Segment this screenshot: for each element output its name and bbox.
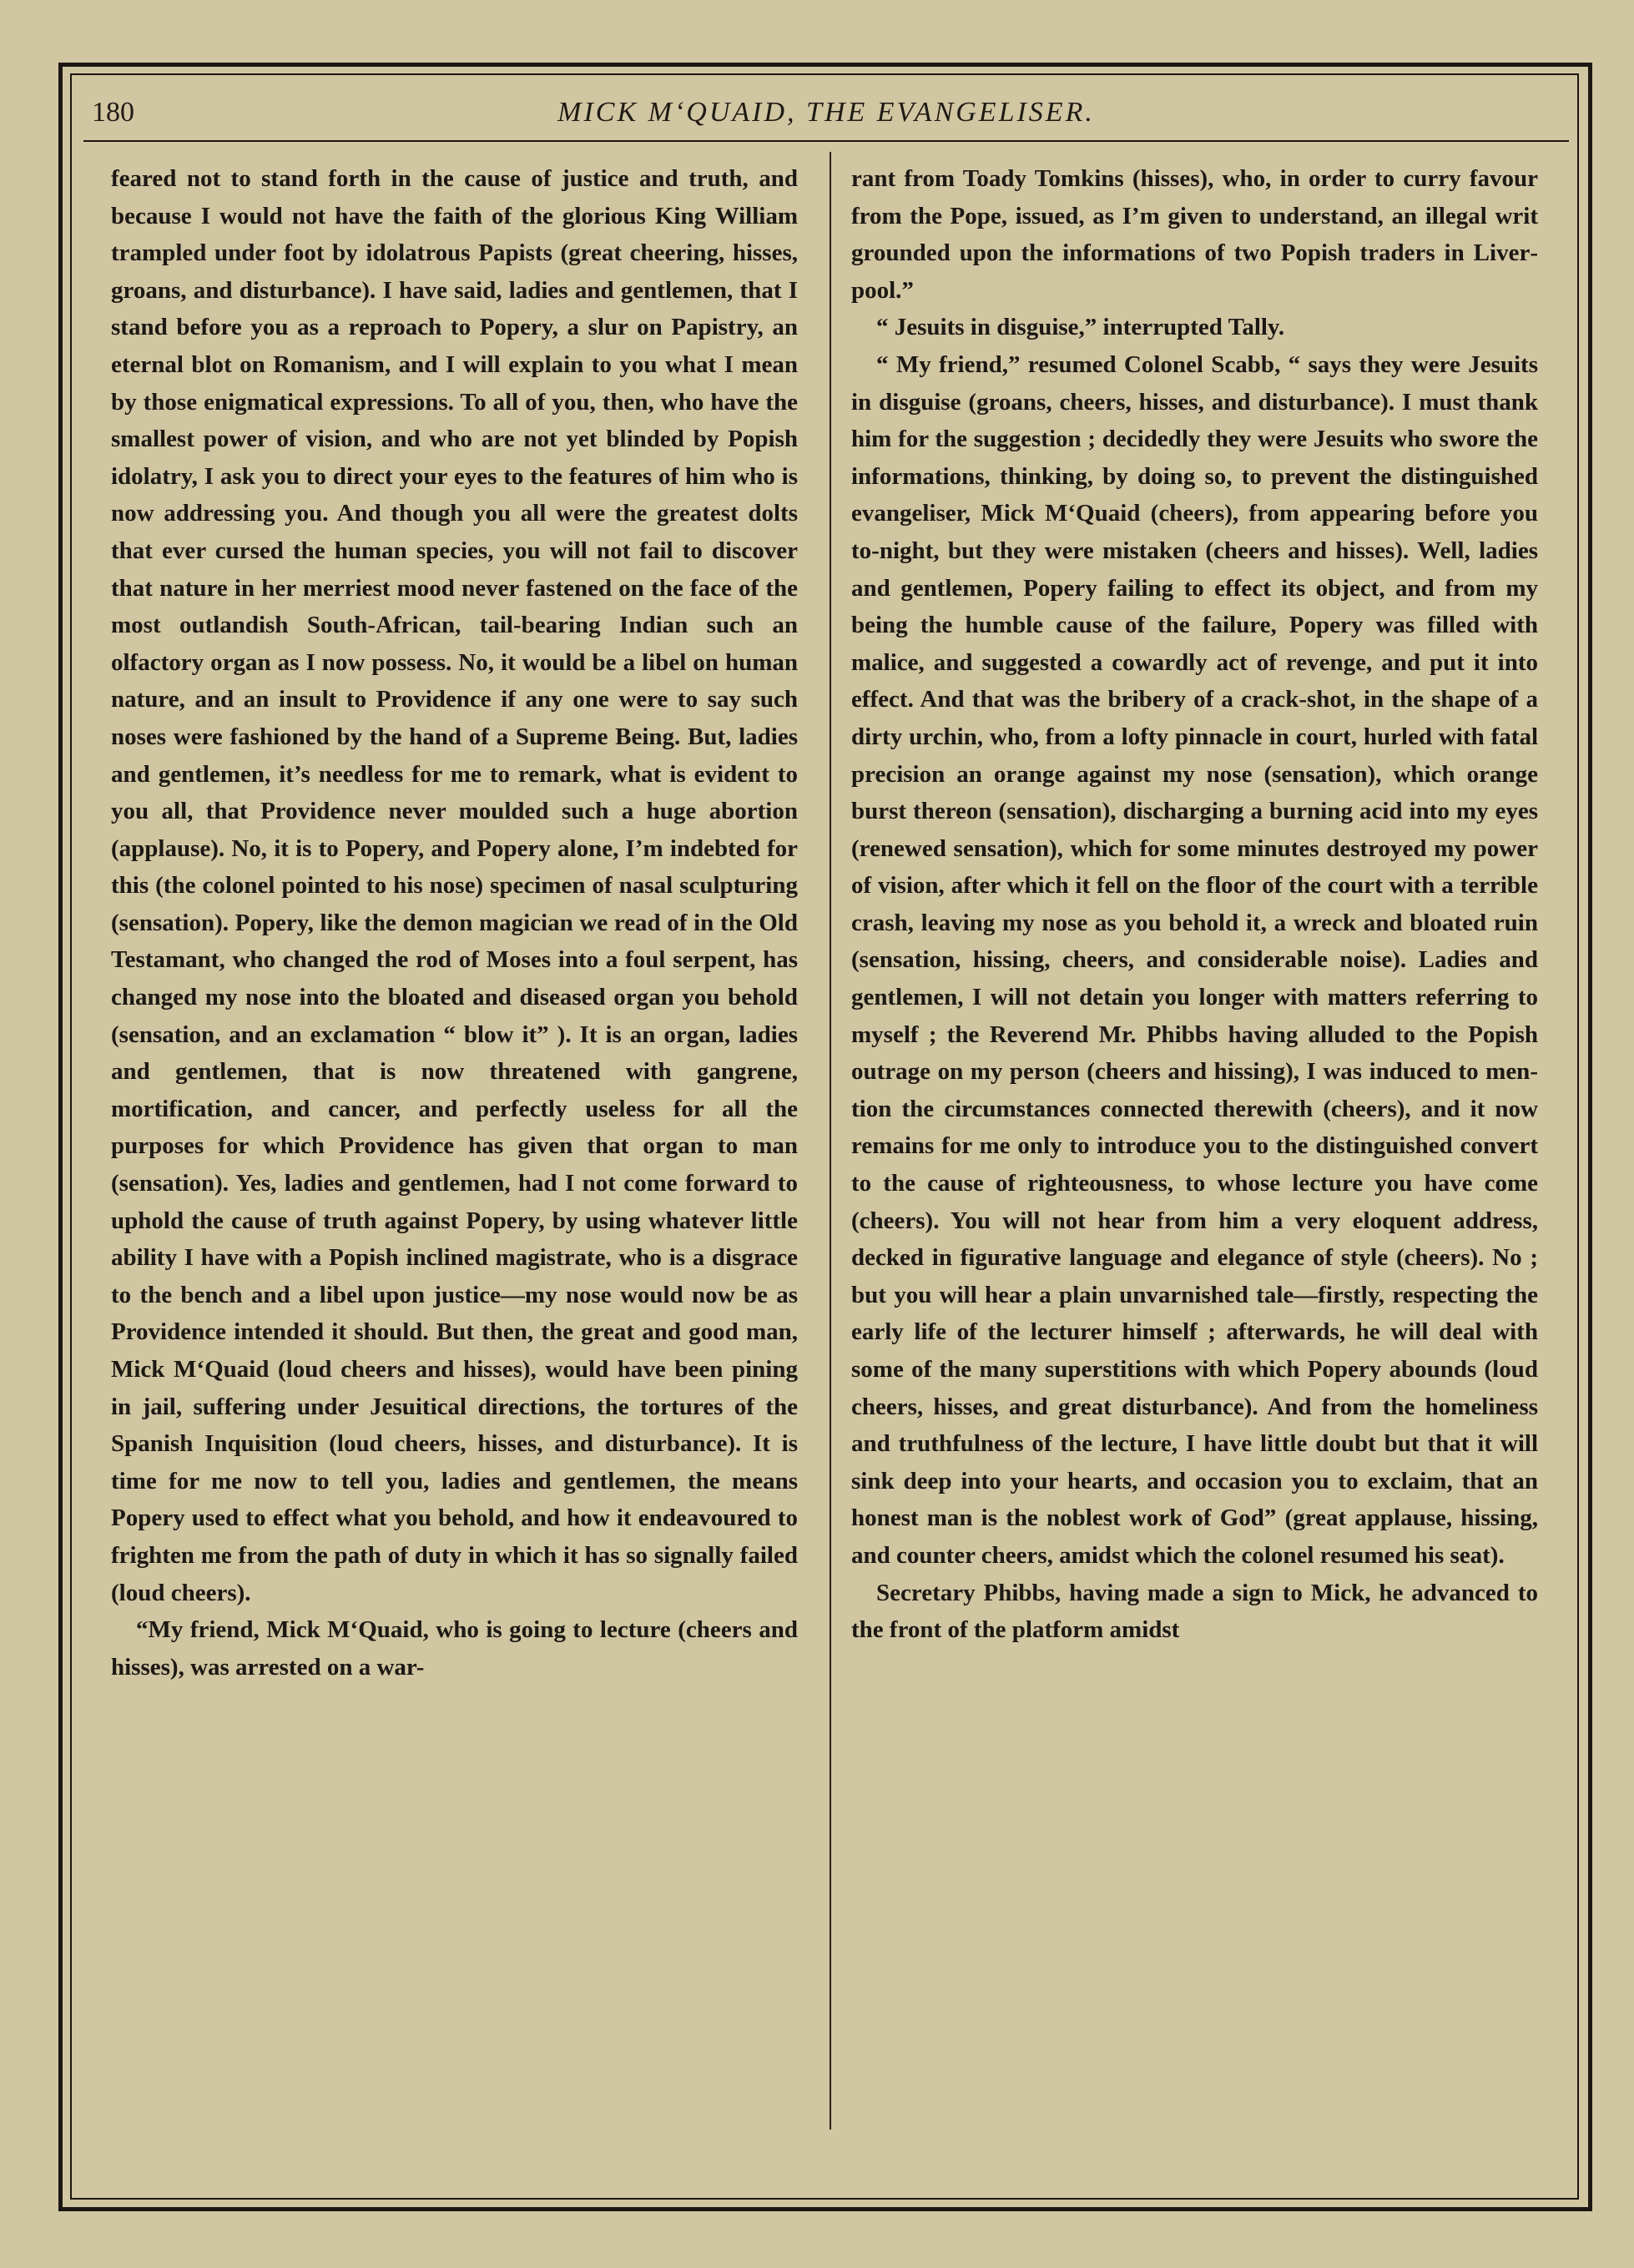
left-paragraph-1: feared not to stand forth in the cause of justice and truth, and because I would not have the faith of the glorious King William trampled under foot by idolatrous Papists (great cheering, hisses, groans, and disturbance). I have said, ladies and gentlemen, that I stand before you as a reproach to Popery, a slur on Papistry, an eternal blot on Romanism, and I will explain to you what I mean by those enigmatical expressions. To all of you, then, who have the smallest power of vision, and who are not yet blinded by Popish idolatry, I ask you to direct your eyes to the features of him who is now addressing you. And though you all were the greatest dolts that ever cursed the human species, you will not fail to discover that nature in her merriest mood never fastened on the face of the most outlandish South-African, tail-bearing Indian such an olfactory organ as I now possess. No, it would be a libel on human nature, and an insult to Providence if any one were to say such noses were fashioned by the hand of a Supreme Being. But, ladies and gentlemen, it’s needless for me to remark, what is evident to you all, that Providence never moulded such a huge abortion (applause). No, it is to Popery, and Popery alone, I’m indebted for this (the colonel pointed to his nose) specimen of nasal sculpturing (sensation). Popery, like the demon magician we read of in the Old Testamant, who changed the rod of Moses into a foul serpent, has changed my nose into the bloated and diseased organ you behold (sensation, and an exclamation “ blow it” ). It is an organ, ladies and gentlemen, that is now threatened with gangrene, mortification, and cancer, and perfectly useless for all the purposes for which Providence has given that organ to man (sensation). Yes, ladies and gentlemen, had I not come forward to uphold the cause of truth against Popery, by using whatever little ability I have with a Popish inclined magistrate, who is a disgrace to the bench and a libel upon justice—my nose would now be as Providence intended it should. But then, the great and good man, Mick M‘Quaid (loud cheers and hisses), would have been pining in jail, suffering under Jesuitical directions, the tortures of the Spanish Inquisition (loud cheers, hisses, and disturbance). It is time for me now to tell you, ladies and gentlemen, the means Popery used to effect what you behold, and how it endeavoured to frighten me from the path of duty in which it has so signally failed (loud cheers). (111, 165, 798, 1606)
header-rule (83, 140, 1569, 142)
right-paragraph-4: Secretary Phibbs, having made a sign to Mick, he advanced to the front of the platform amidst (851, 1579, 1538, 1644)
running-title: MICK M‘QUAID, THE EVANGELISER. (557, 97, 1095, 128)
page-number: 180 (92, 97, 134, 128)
right-paragraph-2: “ Jesuits in disguise,” interrupted Tally. (876, 314, 1285, 341)
left-paragraph-2: “My friend, Mick M‘Quaid, who is going to lecture (cheers and hisses), was arrested on a war- (111, 1616, 798, 1681)
right-column (851, 160, 1538, 2129)
column-rule (830, 152, 831, 2129)
right-paragraph-3: “ My friend,” resumed Colonel Scabb, “ says they were Jesuits in disguise (groans, cheers, hisses, and disturbance). I must thank him for the suggestion ; decidedly they were Jesuits who swore the informations, thinking, by doing so, to prevent the distinguished evangeliser, Mick M‘Quaid (cheers), from appearing before you to-night, but they were mistaken (cheers and hisses). Well, ladies and gentlemen, Popery failing to effect its object, and from my being the humble cause of the failure, Popery was filled with malice, and suggested a cowardly act of revenge, and put it into effect. And that was the bribery of a crack-shot, in the shape of a dirty urchin, who, from a lofty pinnacle in court, hurled with fatal precision an orange against my nose (sensation), which orange burst thereon (sensation), discharging a burning acid into my eyes (renewed sensation), which for some minutes destroyed my power of vision, after which it fell on the floor of the court with a terrible crash, leaving my nose as you behold it, a wreck and bloated ruin (sensation, hissing, cheers, and considerable noise). Ladies and gentlemen, I will not detain you longer with matters referring to myself ; the Reverend Mr. Phibbs having alluded to the Popish outrage on my person (cheers and hissing), I was induced to mention the circumstances connected therewith (cheers), and it now remains for me only to introduce you to the distinguished convert to the cause of righteousness, to whose lecture you have come (cheers). You will not hear from him a very eloquent address, decked in figurative language and elegance of style (cheers). No ; but you will hear a plain unvarnished tale—firstly, respecting the early life of the lecturer himself ; afterwards, he will deal with some of the many superstitions with which Popery abounds (loud cheers, hisses, and great disturbance). And from the homeliness and truthfulness of the lecture, I have little doubt but that it will sink deep into your hearts, and occasion you to exclaim, that an honest man is the noblest work of God” (great applause, hissing, and counter cheers, amidst which the colonel resumed his seat). (851, 350, 1538, 1569)
page-header (83, 92, 1569, 142)
right-paragraph-1: rant from Toady Tomkins (hisses), who, in order to curry favour from the Pope, issued, as I’m given to understand, an illegal writ grounded upon the informations of two Popish traders in Liverpool.” (851, 165, 1538, 304)
left-column (111, 160, 798, 2129)
